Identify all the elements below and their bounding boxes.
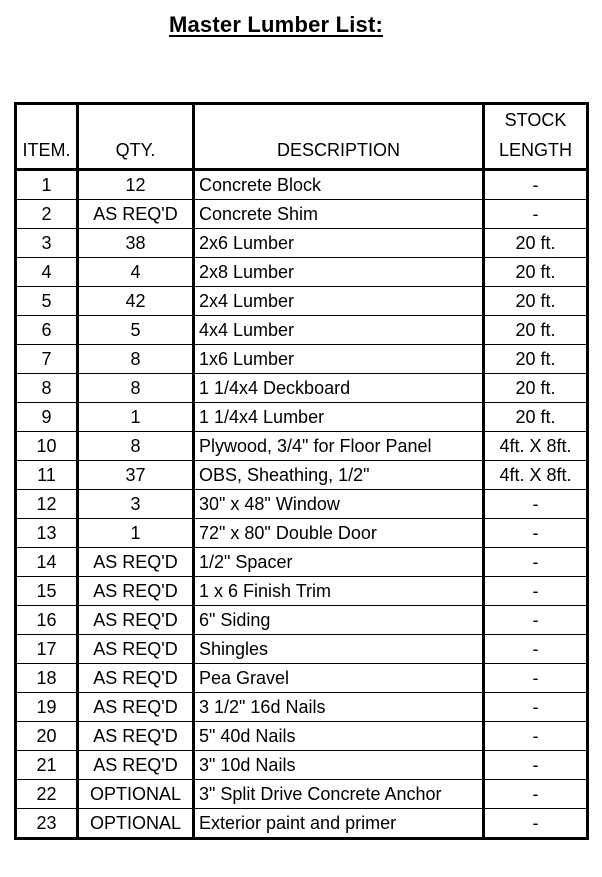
cell-stock-length: - [484,577,588,606]
cell-qty: OPTIONAL [78,780,194,809]
cell-stock-length: - [484,200,588,229]
cell-item: 1 [16,170,78,200]
lumber-table [14,102,589,840]
cell-qty: AS REQ'D [78,693,194,722]
cell-stock-length: 20 ft. [484,258,588,287]
header-stock-length [484,104,588,170]
cell-stock-length: - [484,693,588,722]
header-item: ITEM. [16,104,78,170]
cell-description: Shingles [194,635,484,664]
cell-qty: OPTIONAL [78,809,194,839]
table-body [16,170,588,839]
cell-qty: 38 [78,229,194,258]
cell-stock-length: 20 ft. [484,229,588,258]
cell-item: 7 [16,345,78,374]
cell-description: Exterior paint and primer [194,809,484,839]
table-row [16,229,588,258]
cell-qty: 1 [78,519,194,548]
cell-description: 4x4 Lumber [194,316,484,345]
cell-description: Concrete Shim [194,200,484,229]
cell-description: 2x6 Lumber [194,229,484,258]
cell-item: 9 [16,403,78,432]
cell-qty: AS REQ'D [78,635,194,664]
cell-qty: AS REQ'D [78,548,194,577]
cell-qty: AS REQ'D [78,200,194,229]
table-row [16,170,588,200]
cell-qty: 5 [78,316,194,345]
table-row [16,432,588,461]
table-row [16,490,588,519]
cell-item: 8 [16,374,78,403]
cell-stock-length: - [484,170,588,200]
cell-item: 6 [16,316,78,345]
cell-stock-length: 20 ft. [484,287,588,316]
cell-qty: AS REQ'D [78,722,194,751]
table-row [16,693,588,722]
cell-item: 13 [16,519,78,548]
table-row [16,548,588,577]
cell-description: Plywood, 3/4" for Floor Panel [194,432,484,461]
cell-stock-length: 20 ft. [484,403,588,432]
cell-item: 15 [16,577,78,606]
cell-stock-length: - [484,751,588,780]
cell-description: 1 x 6 Finish Trim [194,577,484,606]
table-row [16,287,588,316]
cell-description: OBS, Sheathing, 1/2" [194,461,484,490]
cell-qty: 12 [78,170,194,200]
cell-qty: 37 [78,461,194,490]
table-row [16,374,588,403]
cell-item: 5 [16,287,78,316]
cell-stock-length: - [484,664,588,693]
cell-item: 22 [16,780,78,809]
cell-description: 3" Split Drive Concrete Anchor [194,780,484,809]
cell-stock-length: - [484,635,588,664]
cell-item: 17 [16,635,78,664]
table-row [16,635,588,664]
cell-stock-length: - [484,780,588,809]
cell-item: 11 [16,461,78,490]
cell-item: 21 [16,751,78,780]
cell-item: 23 [16,809,78,839]
cell-qty: AS REQ'D [78,664,194,693]
page-title: Master Lumber List: [168,12,384,37]
cell-item: 4 [16,258,78,287]
cell-qty: 8 [78,432,194,461]
cell-stock-length: 20 ft. [484,316,588,345]
cell-stock-length: 20 ft. [484,374,588,403]
cell-stock-length: - [484,722,588,751]
cell-item: 19 [16,693,78,722]
cell-qty: 42 [78,287,194,316]
header-qty: QTY. [78,104,194,170]
cell-item: 12 [16,490,78,519]
cell-item: 18 [16,664,78,693]
cell-item: 14 [16,548,78,577]
cell-stock-length: 4ft. X 8ft. [484,461,588,490]
cell-description: 30" x 48" Window [194,490,484,519]
table-row [16,664,588,693]
cell-qty: AS REQ'D [78,577,194,606]
cell-qty: 3 [78,490,194,519]
table-row [16,722,588,751]
cell-item: 20 [16,722,78,751]
header-stock-line1: STOCK [504,110,567,130]
cell-item: 3 [16,229,78,258]
table-row [16,316,588,345]
table-row [16,200,588,229]
cell-qty: AS REQ'D [78,606,194,635]
table-row [16,258,588,287]
cell-description: 1/2" Spacer [194,548,484,577]
table-row [16,403,588,432]
cell-description: 1 1/4x4 Deckboard [194,374,484,403]
cell-description: Pea Gravel [194,664,484,693]
cell-item: 10 [16,432,78,461]
cell-qty: 8 [78,374,194,403]
cell-description: 2x4 Lumber [194,287,484,316]
cell-description: 3 1/2" 16d Nails [194,693,484,722]
cell-description: Concrete Block [194,170,484,200]
cell-description: 1x6 Lumber [194,345,484,374]
cell-stock-length: - [484,606,588,635]
cell-qty: 8 [78,345,194,374]
cell-description: 3" 10d Nails [194,751,484,780]
cell-stock-length: 4ft. X 8ft. [484,432,588,461]
cell-stock-length: - [484,548,588,577]
table-row [16,577,588,606]
cell-qty: 1 [78,403,194,432]
cell-stock-length: - [484,490,588,519]
cell-stock-length: - [484,809,588,839]
table-row [16,519,588,548]
table-row [16,461,588,490]
cell-description: 5" 40d Nails [194,722,484,751]
header-row [16,104,588,170]
table-row [16,751,588,780]
cell-description: 72" x 80" Double Door [194,519,484,548]
table-row [16,345,588,374]
cell-qty: AS REQ'D [78,751,194,780]
header-description: DESCRIPTION [194,104,484,170]
cell-item: 2 [16,200,78,229]
cell-stock-length: 20 ft. [484,345,588,374]
table-row [16,780,588,809]
table-row [16,809,588,839]
cell-item: 16 [16,606,78,635]
cell-description: 1 1/4x4 Lumber [194,403,484,432]
cell-qty: 4 [78,258,194,287]
cell-description: 6" Siding [194,606,484,635]
table-row [16,606,588,635]
header-stock-line2: LENGTH [498,140,572,160]
cell-description: 2x8 Lumber [194,258,484,287]
cell-stock-length: - [484,519,588,548]
